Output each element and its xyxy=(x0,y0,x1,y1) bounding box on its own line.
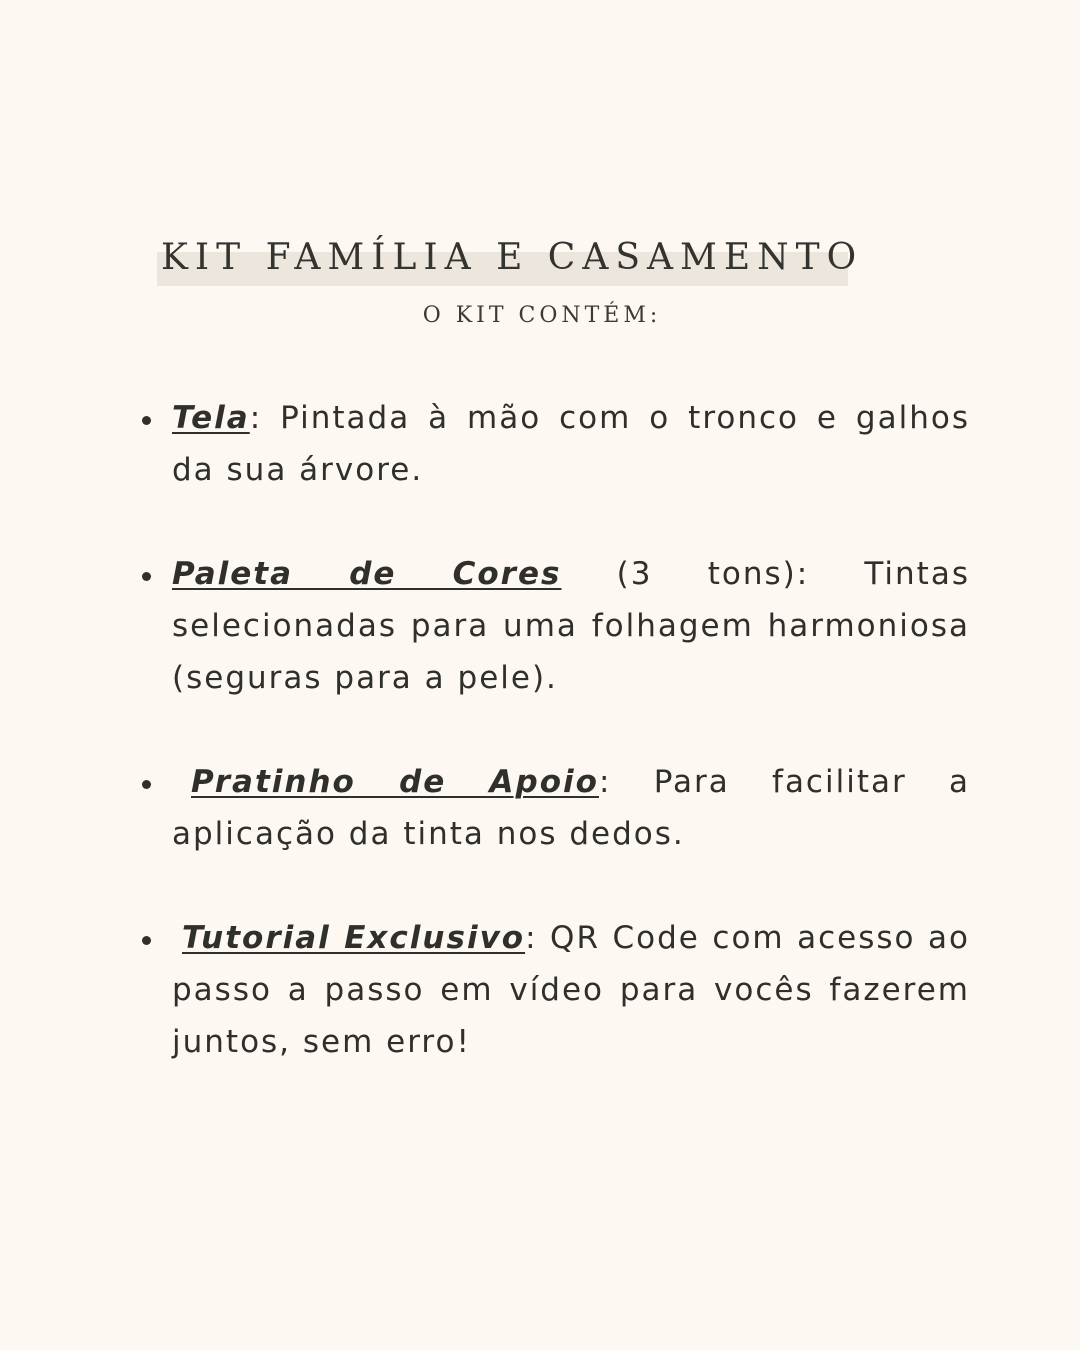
list-item-pratinho xyxy=(172,756,970,860)
item-term: Paleta de Cores xyxy=(172,556,562,592)
item-text: (3 tons): Tintas selecionadas para uma folhagem harmoniosa (seguras para a pele). xyxy=(172,556,970,696)
list-item-tutorial xyxy=(172,912,970,1068)
bullet-icon xyxy=(142,936,151,945)
list-item-tela xyxy=(172,392,970,496)
page-title: KIT FAMÍLIA E CASAMENTO xyxy=(161,237,864,278)
bullet-icon xyxy=(142,572,151,581)
page-subtitle: O KIT CONTÉM: xyxy=(422,303,662,328)
item-text: : Para facilitar a aplicação da tinta nos dedos. xyxy=(172,764,971,852)
kit-contents-list xyxy=(172,392,970,1120)
bullet-icon xyxy=(142,780,151,789)
item-text: : Pintada à mão com o tronco e galhos da sua árvore. xyxy=(172,400,970,488)
item-term: Tutorial Exclusivo xyxy=(182,920,526,956)
bullet-icon xyxy=(142,416,151,425)
item-term: Tela xyxy=(172,400,250,436)
item-term: Pratinho de Apoio xyxy=(191,764,599,800)
title-block xyxy=(157,232,927,292)
list-item-paleta xyxy=(172,548,970,704)
item-text: : QR Code com acesso ao passo a passo em vídeo para vocês fazerem juntos, sem erro! xyxy=(172,920,970,1060)
